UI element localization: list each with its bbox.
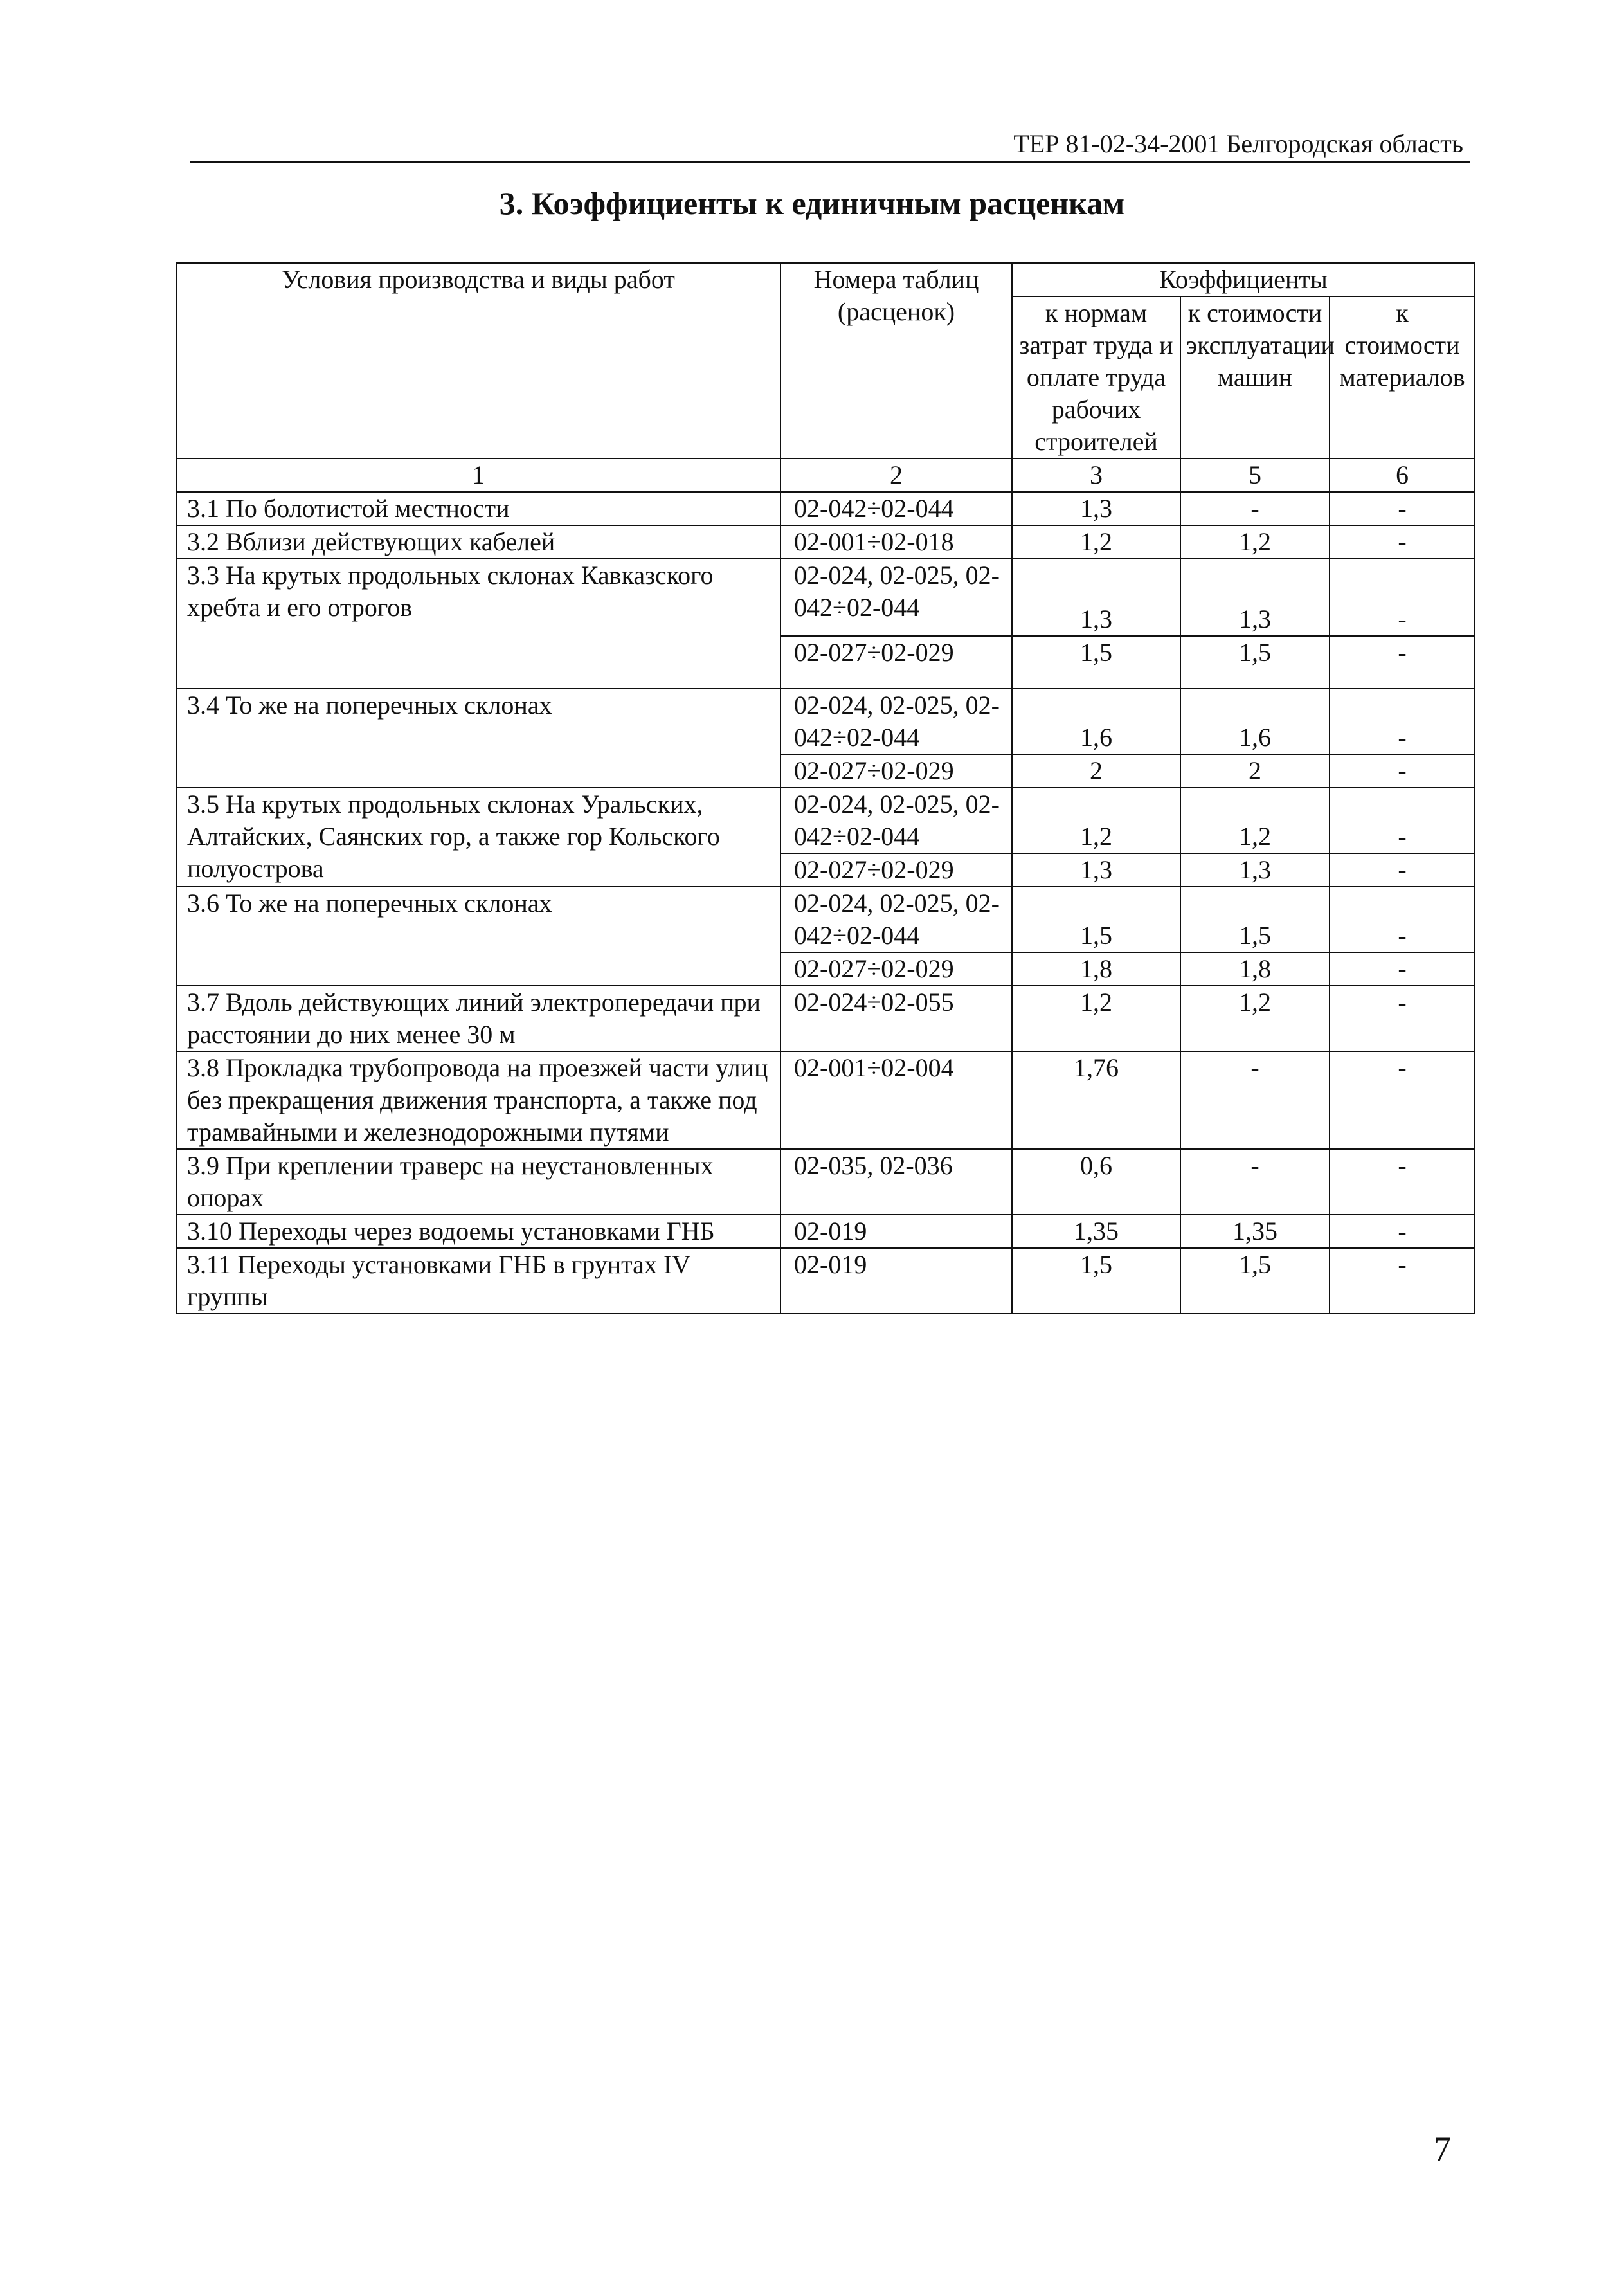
material-coefficient: - xyxy=(1330,492,1475,525)
table-row xyxy=(176,788,1475,853)
labor-coefficient: 1,2 xyxy=(1012,986,1180,1051)
machine-coefficient: 1,5 xyxy=(1180,1248,1330,1314)
material-coefficient: - xyxy=(1330,853,1475,887)
material-coefficient: - xyxy=(1330,559,1475,636)
table-row xyxy=(176,1051,1475,1149)
row-description: 3.6 То же на поперечных склонах xyxy=(176,887,780,986)
labor-coefficient: 1,2 xyxy=(1012,788,1180,853)
row-tables: 02-027÷02-029 xyxy=(780,754,1012,788)
table-row xyxy=(176,1149,1475,1215)
row-description: 3.7 Вдоль действующих линий электропередачи при расстоянии до них менее 30 м xyxy=(176,986,780,1051)
row-tables: 02-024, 02-025, 02-042÷02-044 xyxy=(780,887,1012,952)
coefficients-table xyxy=(176,262,1475,1314)
material-coefficient: - xyxy=(1330,689,1475,754)
row-description: 3.11 Переходы установками ГНБ в грунтах IV группы xyxy=(176,1248,780,1314)
material-coefficient: - xyxy=(1330,525,1475,559)
header-machine-coefficient: к стоимости эксплуатации машин xyxy=(1180,296,1330,458)
header-material-coefficient: к стоимости материалов xyxy=(1330,296,1475,458)
material-coefficient: - xyxy=(1330,754,1475,788)
column-number: 6 xyxy=(1330,458,1475,492)
column-number: 2 xyxy=(780,458,1012,492)
material-coefficient: - xyxy=(1330,636,1475,689)
machine-coefficient: 1,5 xyxy=(1180,636,1330,689)
machine-coefficient: 1,2 xyxy=(1180,788,1330,853)
row-description: 3.3 На крутых продольных склонах Кавказского хребта и его отрогов xyxy=(176,559,780,689)
row-tables: 02-019 xyxy=(780,1215,1012,1248)
header-tables: Номера таблиц (расценок) xyxy=(780,263,1012,458)
header-labor-coefficient: к нормам затрат труда и оплате труда рабочих строителей xyxy=(1012,296,1180,458)
row-description: 3.8 Прокладка трубопровода на проезжей части улиц без прекращения движения транспорта, а также под трамвайными и железнодорожными путями xyxy=(176,1051,780,1149)
column-number: 3 xyxy=(1012,458,1180,492)
row-tables: 02-024÷02-055 xyxy=(780,986,1012,1051)
row-tables: 02-024, 02-025, 02-042÷02-044 xyxy=(780,788,1012,853)
machine-coefficient: 1,2 xyxy=(1180,525,1330,559)
machine-coefficient: 1,35 xyxy=(1180,1215,1330,1248)
labor-coefficient: 1,6 xyxy=(1012,689,1180,754)
row-tables: 02-027÷02-029 xyxy=(780,853,1012,887)
labor-coefficient: 1,5 xyxy=(1012,887,1180,952)
table-row xyxy=(176,887,1475,952)
material-coefficient: - xyxy=(1330,1215,1475,1248)
row-tables: 02-035, 02-036 xyxy=(780,1149,1012,1215)
header-conditions: Условия производства и виды работ xyxy=(176,263,780,458)
row-description: 3.5 На крутых продольных склонах Уральских, Алтайских, Саянских гор, а также гор Кольского полуострова xyxy=(176,788,780,887)
document-reference: ТЕР 81-02-34-2001 Белгородская область xyxy=(1013,129,1463,158)
material-coefficient: - xyxy=(1330,986,1475,1051)
table-row xyxy=(176,986,1475,1051)
machine-coefficient: 1,3 xyxy=(1180,853,1330,887)
row-tables: 02-001÷02-004 xyxy=(780,1051,1012,1149)
row-description: 3.9 При креплении траверс на неустановленных опорах xyxy=(176,1149,780,1215)
labor-coefficient: 1,8 xyxy=(1012,952,1180,986)
row-tables: 02-027÷02-029 xyxy=(780,952,1012,986)
row-tables: 02-042÷02-044 xyxy=(780,492,1012,525)
table-row xyxy=(176,559,1475,636)
labor-coefficient: 1,76 xyxy=(1012,1051,1180,1149)
labor-coefficient: 1,5 xyxy=(1012,1248,1180,1314)
machine-coefficient: 1,6 xyxy=(1180,689,1330,754)
row-description: 3.2 Вблизи действующих кабелей xyxy=(176,525,780,559)
table-row xyxy=(176,689,1475,754)
machine-coefficient: - xyxy=(1180,492,1330,525)
table-row xyxy=(176,1215,1475,1248)
row-description: 3.4 То же на поперечных склонах xyxy=(176,689,780,788)
machine-coefficient: 1,2 xyxy=(1180,986,1330,1051)
row-tables: 02-001÷02-018 xyxy=(780,525,1012,559)
labor-coefficient: 1,3 xyxy=(1012,853,1180,887)
labor-coefficient: 0,6 xyxy=(1012,1149,1180,1215)
labor-coefficient: 1,3 xyxy=(1012,492,1180,525)
machine-coefficient: 1,3 xyxy=(1180,559,1330,636)
machine-coefficient: 1,8 xyxy=(1180,952,1330,986)
labor-coefficient: 1,2 xyxy=(1012,525,1180,559)
labor-coefficient: 1,5 xyxy=(1012,636,1180,689)
table-row xyxy=(176,1248,1475,1314)
header-divider xyxy=(190,161,1470,163)
machine-coefficient: 1,5 xyxy=(1180,887,1330,952)
material-coefficient: - xyxy=(1330,952,1475,986)
column-number: 5 xyxy=(1180,458,1330,492)
material-coefficient: - xyxy=(1330,1051,1475,1149)
table-row xyxy=(176,492,1475,525)
header-coefficients: Коэффициенты xyxy=(1012,263,1475,296)
row-tables: 02-024, 02-025, 02-042÷02-044 xyxy=(780,689,1012,754)
page-title: 3. Коэффициенты к единичным расценкам xyxy=(499,185,1125,221)
table-row xyxy=(176,525,1475,559)
machine-coefficient: - xyxy=(1180,1051,1330,1149)
row-tables: 02-027÷02-029 xyxy=(780,636,1012,689)
material-coefficient: - xyxy=(1330,887,1475,952)
labor-coefficient: 2 xyxy=(1012,754,1180,788)
material-coefficient: - xyxy=(1330,1248,1475,1314)
material-coefficient: - xyxy=(1330,1149,1475,1215)
row-tables: 02-024, 02-025, 02-042÷02-044 xyxy=(780,559,1012,636)
labor-coefficient: 1,3 xyxy=(1012,559,1180,636)
page-number: 7 xyxy=(1434,2130,1451,2168)
column-number: 1 xyxy=(176,458,780,492)
row-description: 3.10 Переходы через водоемы установками ГНБ xyxy=(176,1215,780,1248)
row-tables: 02-019 xyxy=(780,1248,1012,1314)
machine-coefficient: 2 xyxy=(1180,754,1330,788)
row-description: 3.1 По болотистой местности xyxy=(176,492,780,525)
material-coefficient: - xyxy=(1330,788,1475,853)
labor-coefficient: 1,35 xyxy=(1012,1215,1180,1248)
machine-coefficient: - xyxy=(1180,1149,1330,1215)
